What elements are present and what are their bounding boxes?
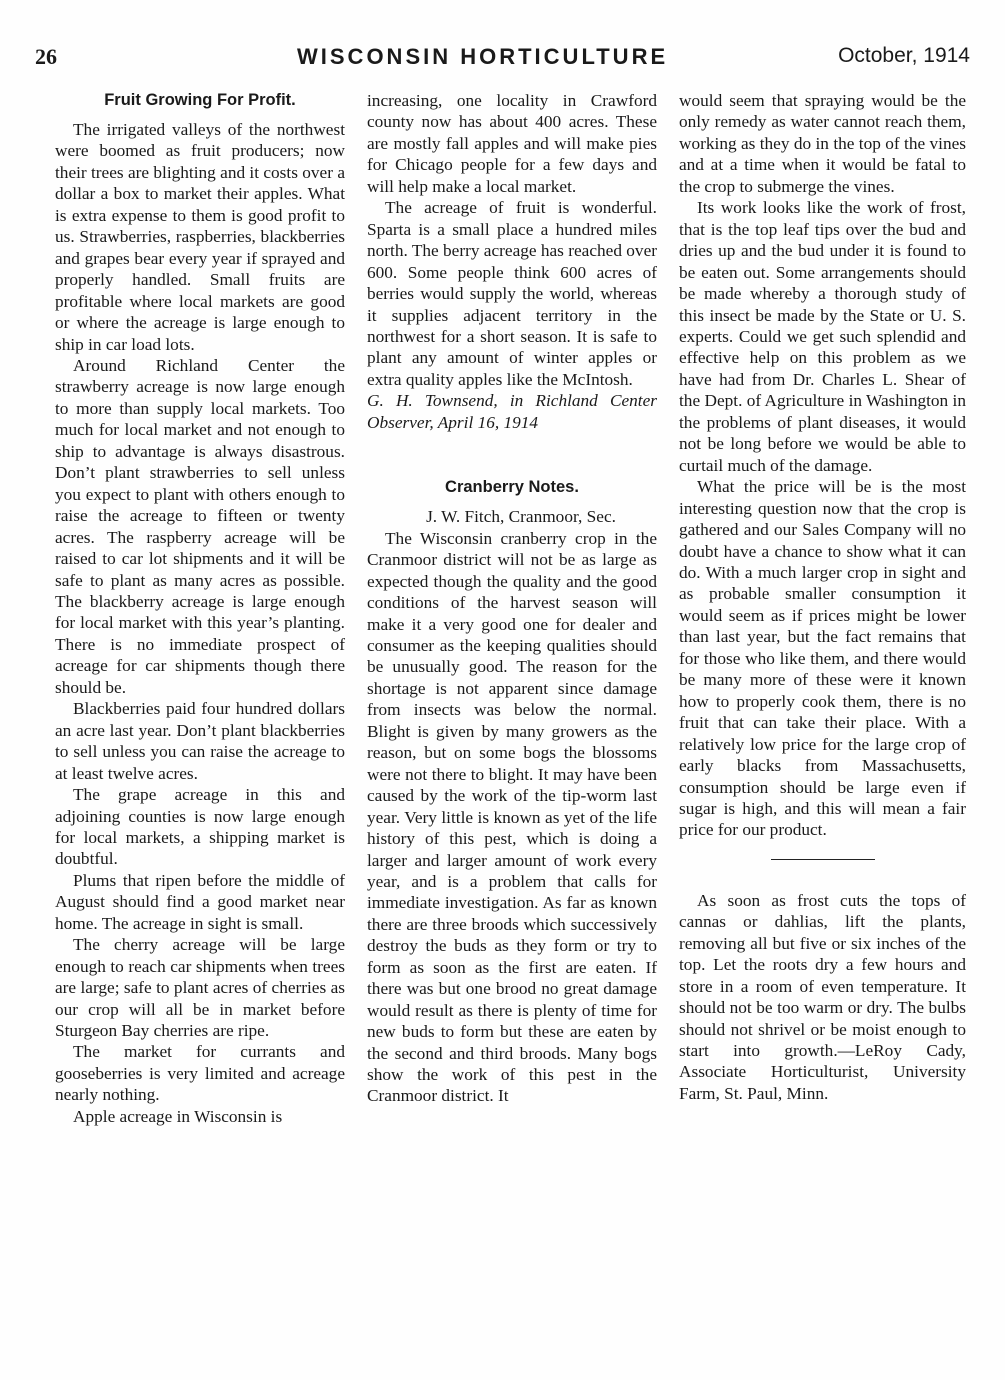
section-divider (771, 859, 875, 860)
article-title-fruit-growing: Fruit Growing For Profit. (104, 91, 296, 109)
paragraph: The acreage of fruit is wonderful. Sparta is a small place a hundred miles north. The berry acreage has reached over 600. Some people think 600 acres of berries would supply the world, whereas it supplies adjacent territory in the northwest for a short season. It is safe to plant any amount of winter apples or extra quality apples like the McIntosh. (367, 198, 657, 389)
paragraph: The irrigated valleys of the northwest were boomed as fruit producers; now their trees are blighting and it costs over a dollar a box to market their apples. What is extra expense to them is good profit to us. Strawberries, raspberries, blackberries and grapes bear every year if sprayed and properly handled. Small fruits are profitable where local markets are good or where the acreage is large enough to ship in car load lots. (55, 120, 345, 354)
paragraph: Its work looks like the work of frost, that is the top leaf tips over the bud and dries up and the bud under it is found to be eaten out. Some arrangements should be made whereby a thorough study of this insect be made by the State or U. S. experts. Could we get such splendid and effective help on this problem as we have had from Dr. Charles L. Shear of the Dept. of Agriculture in Washington in the problems of plant diseases, it would not be long before we would be able to curtail much of the damage. (679, 198, 966, 475)
byline: J. W. Fitch, Cranmoor, Sec. (426, 507, 616, 527)
paragraph: The cherry acreage will be large enough to reach car shipments when trees are large; safe to plant acres of cherries as our crop will all be in market before Sturgeon Bay cherries are ripe. (55, 935, 345, 1041)
paragraph: The Wisconsin cranberry crop in the Cranmoor district will not be as large as expected though the quality and the good conditions of the harvest season will make it a very good one for dealer and consumer as the keeping qualities should be unusually good. The reason for the shortage is not apparent since damage from insects was below the normal. Blight is given by many growers as the reason, but on some bogs the blossoms were not there to blight. It may have been caused by the work of the tip-worm last year. Very little is known as yet of the life history of this pest, which is doing a larger and larger amount of work every year, and is a problem that calls for immediate investigation. As far as known there are three broods which successively destroy the buds as they form or try to form as soon as the first are eaten. If there was but one brood no great damage would result as there is plenty of time for new buds to form but these are eaten by the second and third broods. Many bogs show the work of this pest in the Cranmoor district. It (367, 528, 657, 1106)
paragraph: As soon as frost cuts the tops of cannas or dahlias, lift the plants, removing all but five or six inches of the top. Let the roots dry a few hours and store in a room of even temperature. It should not be too warm or dry. The bulbs should not shrivel or be moist enough to start into growth.—LeRoy Cady, Associate Horticulturist, University Farm, St. Paul, Minn. (679, 890, 966, 1103)
paragraph: Apple acreage in Wisconsin is (73, 1106, 283, 1126)
page-number: 26 (35, 44, 57, 69)
page-header (35, 44, 970, 74)
column-2 (367, 90, 657, 1107)
paragraph-continued: would seem that spraying would be the only remedy as water cannot reach them, working as they do in the top of the vines and at a time when it would be fatal to the crop to submerge the vines. (679, 91, 966, 196)
article-title-cranberry: Cranberry Notes. (445, 478, 579, 497)
paragraph: What the price will be is the most interesting question now that the crop is gathered and our Sales Company will no doubt have a chance to show what it can do. With a much larger crop in sight and as probable smaller consumption it would seem as if prices might be lower than last year, but the fact remains that for those who like them, and there would be many more of these were it known how to properly cook them, there is no fruit that can take their place. With a relatively low price for the large crop of early blacks from Massachusetts, consumption should be large even if sugar is high, and this will mean a fair price for our product. (679, 477, 966, 840)
journal-title: WISCONSIN HORTICULTURE (297, 44, 669, 69)
paragraph-continued: increasing, one locality in Crawford county now has about 400 acres. These are mostly fall apples and will make pies for Chicago people for a few days and will help make a local market. (367, 91, 657, 196)
paragraph: The market for currants and gooseberries is very limited and acreage nearly nothing. (55, 1042, 345, 1105)
section-spacer (367, 433, 657, 477)
column-3 (679, 90, 966, 1104)
issue-date: October, 1914 (838, 44, 970, 67)
citation: G. H. Townsend, in Richland Center Observer, April 16, 1914 (367, 391, 657, 432)
paragraph: Plums that ripen before the middle of August should find a good market near home. The acreage in sight is small. (55, 870, 345, 933)
column-1 (55, 90, 345, 1127)
paragraph: Around Richland Center the strawberry acreage is now large enough to more than supply local markets. Too much for local market and not enough to ship to advantage is always disastrous. Don’t plant strawberries to sell unless you expect to plant with others enough to raise the acreage to fifteen or twenty acres. The raspberry acreage will be raised to car lot shipments and it will be safe to plant as many acres as possible. The blackberry acreage is large enough for local market with this year’s planting. There is no immediate prospect of acreage for car shipments though there should be. (55, 355, 345, 697)
paragraph: The grape acreage in this and adjoining counties is now large enough for local markets, a shipping market is doubtful. (55, 785, 345, 869)
paragraph: Blackberries paid four hundred dollars an acre last year. Don’t plant blackberries to sell unless you can raise the acreage to at least twelve acres. (55, 699, 345, 783)
